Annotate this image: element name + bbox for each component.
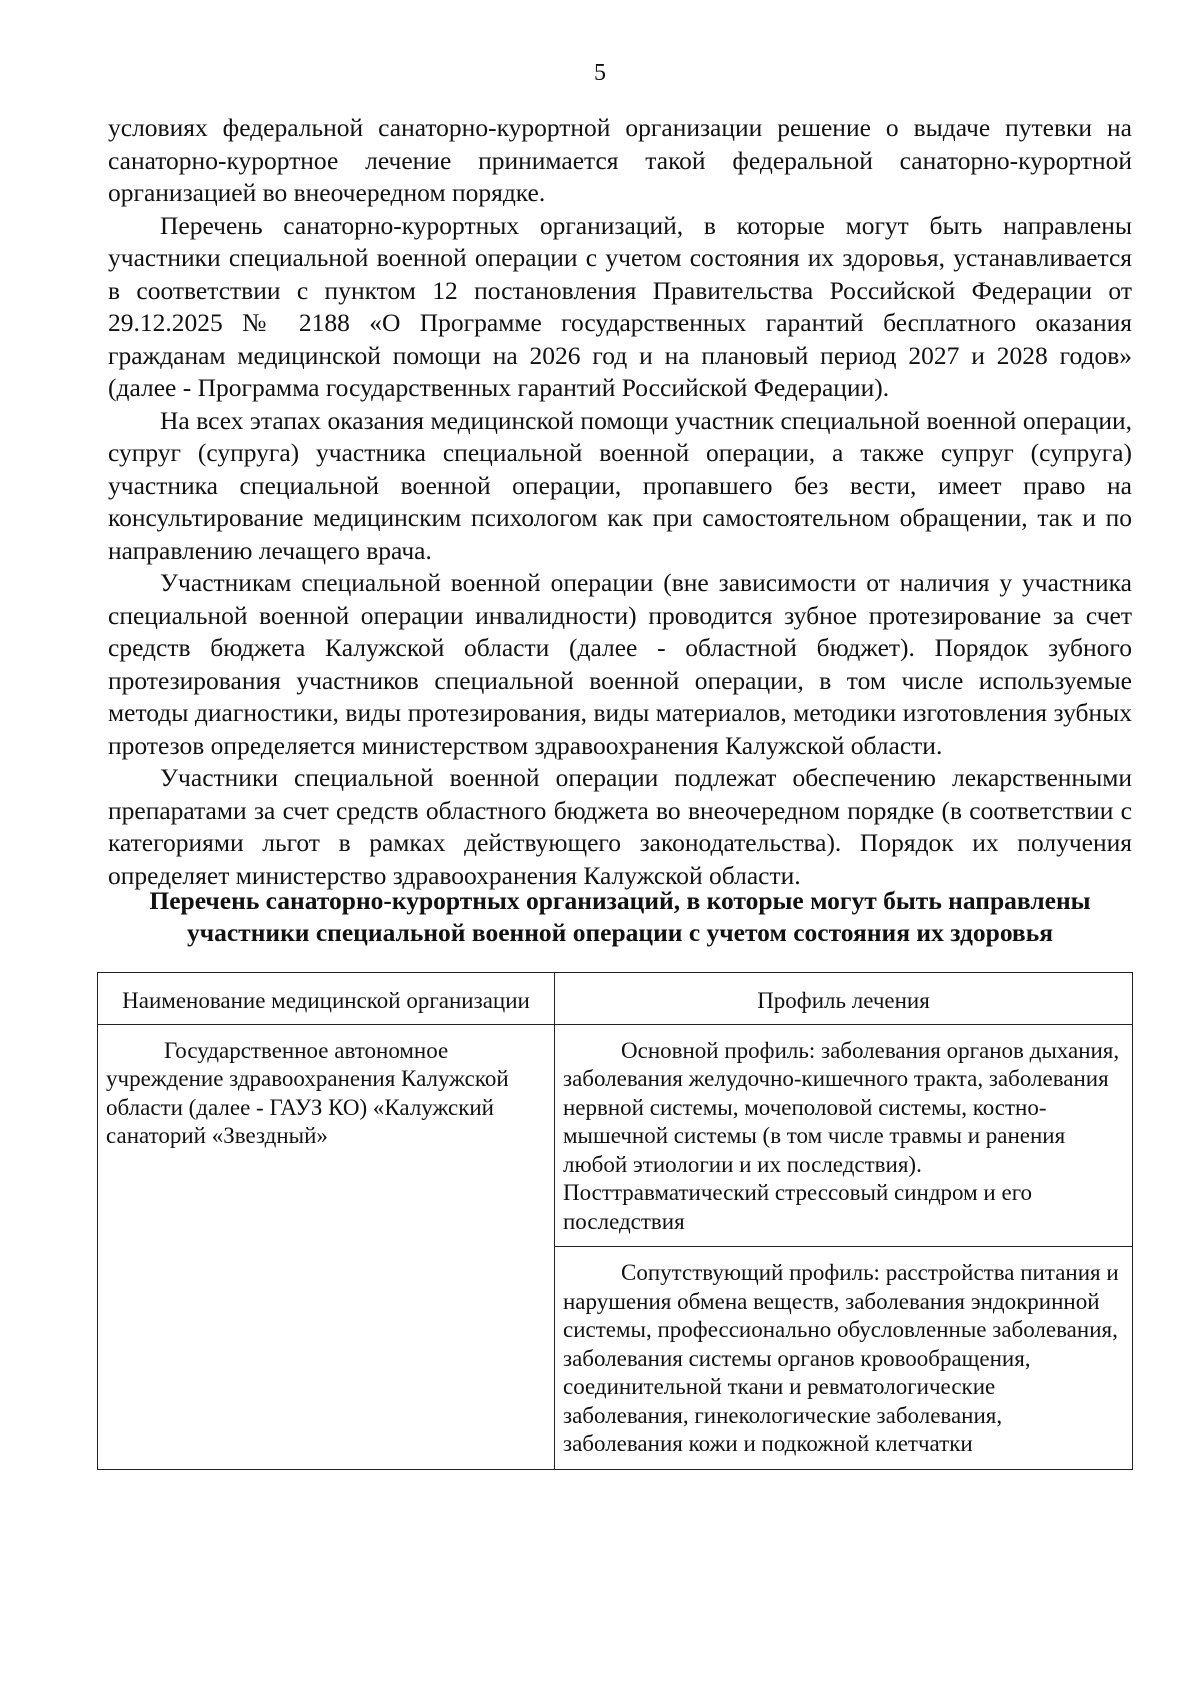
header-organization: Наименование медицинской организации — [98, 973, 555, 1025]
paragraph-4: Участникам специальной военной операции (вне зависимости от наличия у участника специальной военной операции инвалидности) проводится зубное протезирование за счет средств бюджета Калужской области (далее - областной бюджет). Порядок зубного протезирования участников специальной военной операции, в том числе используемые методы диагностики, виды протезирования, виды материалов, методики изготовления зубных протезов определяется министерством здравоохранения Калужской области. — [108, 568, 1132, 760]
header-profile: Профиль лечения — [555, 973, 1133, 1025]
organization-name: Государственное автономное учреждение здравоохранения Калужской области (далее - ГАУЗ КО) «Калужский санаторий «Звездный» — [106, 1037, 509, 1148]
organization-cell — [98, 1024, 555, 1469]
page-number: 5 — [594, 60, 606, 86]
sanatorium-table — [97, 972, 1133, 1470]
table-header-row — [98, 973, 1133, 1025]
paragraph-1: условиях федеральной санаторно-курортной организации решение о выдаче путевки на санаторно-курортное лечение принимается такой федеральной санаторно-курортной организацией во внеочередном порядке. — [108, 113, 1132, 207]
paragraph-5: Участники специальной военной операции подлежат обеспечению лекарственными препаратами за счет средств областного бюджета во внеочередном порядке (в соответствии с категориями льгот в рамках действующего законодательства). Порядок их получения определяет министерство здравоохранения Калужской области. — [108, 763, 1132, 890]
main-profile-text: Основной профиль: заболевания органов дыхания, заболевания желудочно-кишечного тракта, заболевания нервной системы, мочеполовой системы, костно-мышечной системы (в том числе травмы и ранения любой этиологии и их последствия). Посттравматический стрессовый синдром и его последствия — [563, 1037, 1120, 1234]
main-profile-cell — [555, 1024, 1133, 1247]
table-row — [98, 1024, 1133, 1247]
secondary-profile-cell — [555, 1247, 1133, 1470]
paragraph-3: На всех этапах оказания медицинской помощи участник специальной военной операции, супруг (супруга) участника специальной военной операции, а также супруг (супруга) участника специальной военной операции, пропавшего без вести, имеет право на консультирование медицинским психологом как при самостоятельном обращении, так и по направлению лечащего врача. — [108, 405, 1132, 565]
secondary-profile-text: Сопутствующий профиль: расстройства питания и нарушения обмена веществ, заболевания эндокринной системы, профессионально обусловленные заболевания, заболевания системы органов кровообращения, соединительной ткани и ревматологические заболевания, гинекологические заболевания, заболевания кожи и подкожной клетчатки — [563, 1260, 1119, 1456]
paragraph-2: Перечень санаторно-курортных организаций, в которые могут быть направлены участники специальной военной операции с учетом состояния их здоровья, устанавливается в соответствии с пунктом 12 постановления Правительства Российской Федерации от 29.12.2025 № 2188 «О Программе государственных гарантий бесплатного оказания гражданам медицинской помощи на 2026 год и на плановый период 2027 и 2028 годов» (далее - Программа государственных гарантий Российской Федерации). — [108, 210, 1132, 402]
body-text — [108, 112, 1132, 892]
table-title: Перечень санаторно-курортных организаций, в которые могут быть направлены участники специальной военной операции с учетом состояния их здоровья — [149, 886, 1091, 947]
